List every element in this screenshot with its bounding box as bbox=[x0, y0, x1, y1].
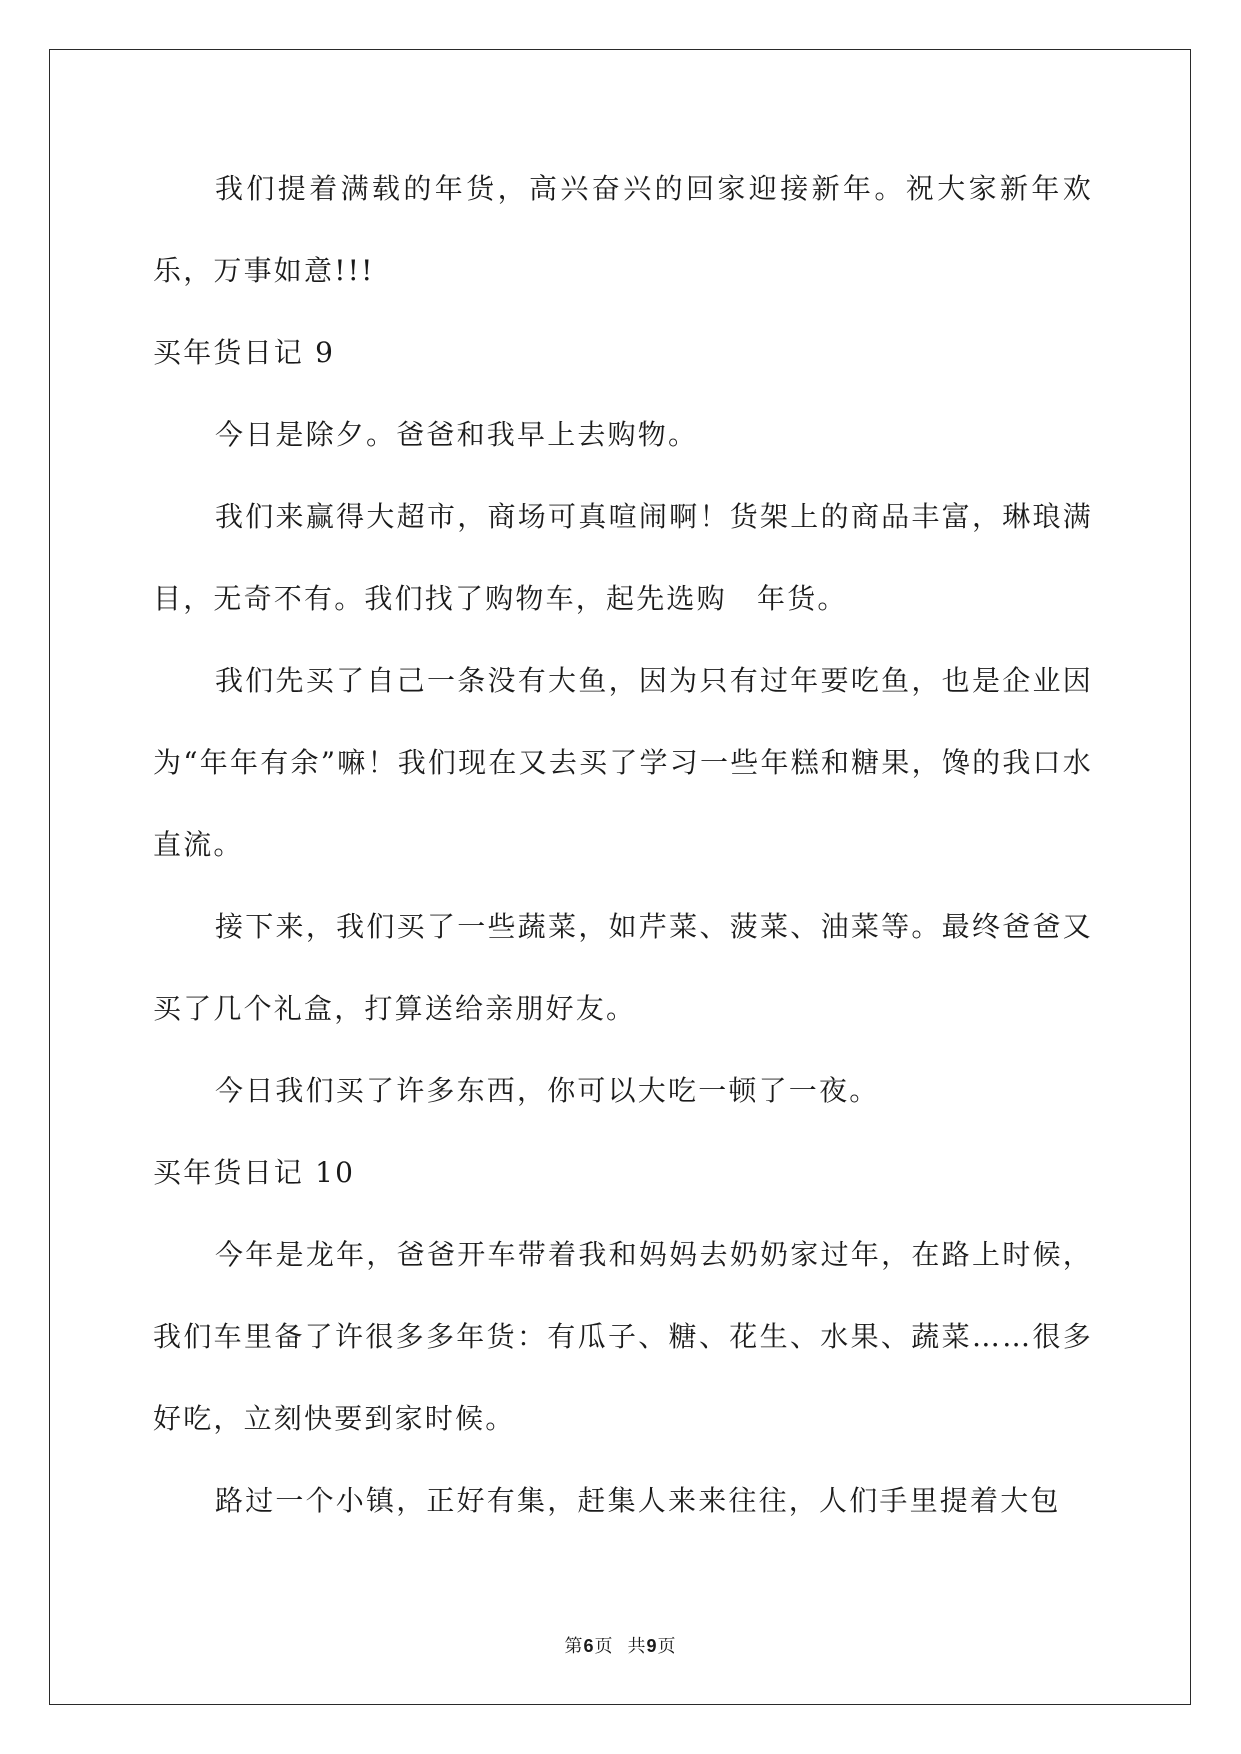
section-heading: 买年货日记 10 bbox=[153, 1156, 356, 1189]
paragraph: 我们先买了自己一条没有大鱼，因为只有过年要吃鱼，也是企业因为“年年有余”嘛！我们现在又去买了学习一些年糕和糖果，馋的我口水直流。 bbox=[153, 664, 1093, 861]
footer-total-suffix: 页 bbox=[657, 1636, 677, 1657]
total-pages-number: 9 bbox=[646, 1636, 658, 1656]
document-body bbox=[153, 148, 1093, 1542]
current-page-number: 6 bbox=[583, 1636, 595, 1656]
footer-prefix: 第 bbox=[564, 1636, 584, 1657]
paragraph: 今日我们买了许多东西，你可以大吃一顿了一夜。 bbox=[215, 1074, 880, 1107]
page-footer bbox=[0, 1632, 1241, 1658]
paragraph: 今日是除夕。爸爸和我早上去购物。 bbox=[215, 418, 699, 451]
section-heading: 买年货日记 9 bbox=[153, 336, 336, 369]
paragraph: 接下来，我们买了一些蔬菜，如芹菜、菠菜、油菜等。最终爸爸又买了几个礼盒，打算送给亲朋好友。 bbox=[153, 910, 1093, 1025]
paragraph: 今年是龙年，爸爸开车带着我和妈妈去奶奶家过年，在路上时候，我们车里备了许很多多年货：有瓜子、糖、花生、水果、蔬菜……很多好吃，立刻快要到家时候。 bbox=[153, 1238, 1093, 1435]
paragraph: 我们提着满载的年货，高兴奋兴的回家迎接新年。祝大家新年欢乐，万事如意!!! bbox=[153, 172, 1093, 287]
paragraph: 我们来赢得大超市，商场可真喧闹啊！货架上的商品丰富，琳琅满目，无奇不有。我们找了购物车，起先选购 年货。 bbox=[153, 500, 1093, 615]
footer-page-word: 页 bbox=[594, 1636, 614, 1657]
paragraph: 路过一个小镇，正好有集，赶集人来来往往，人们手里提着大包 bbox=[215, 1484, 1061, 1517]
footer-total-prefix: 共 bbox=[627, 1636, 647, 1657]
